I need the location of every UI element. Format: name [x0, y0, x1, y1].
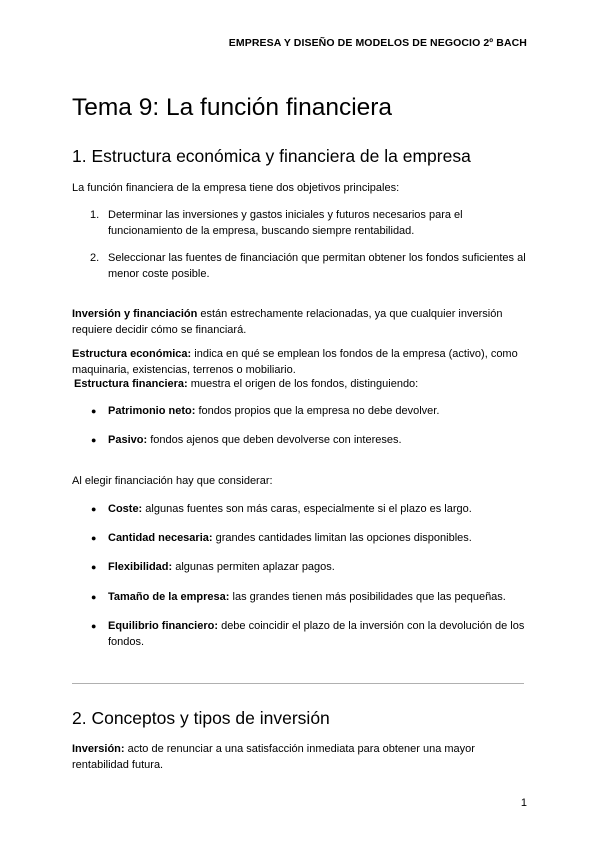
term-bold: Inversión y financiación: [72, 308, 198, 320]
list-item-text: [108, 403, 528, 419]
item-description: fondos propios que la empresa no debe devolver.: [195, 405, 440, 417]
inversion-financiacion-paragraph: [72, 306, 532, 338]
list-number: 2.: [90, 252, 100, 264]
section-1-intro: La función financiera de la empresa tiene dos objetivos principales:: [72, 182, 400, 194]
bullet-icon: ●: [91, 406, 97, 416]
bullet-icon: ●: [91, 533, 97, 543]
term-bold: Estructura financiera:: [74, 378, 188, 390]
item-description: fondos ajenos que deben devolverse con intereses.: [147, 434, 402, 446]
section-divider: [72, 683, 524, 684]
item-description: las grandes tienen más posibilidades que las pequeñas.: [229, 591, 506, 603]
running-header: EMPRESA Y DISEÑO DE MODELOS DE NEGOCIO 2º BACH: [228, 37, 527, 49]
term-bold: Patrimonio neto:: [108, 405, 196, 417]
paragraph-text: indica en qué se emplean los fondos de la empresa (activo), como maquinaria, existencias, terrenos o mobiliario.: [72, 348, 518, 376]
term-bold: Tamaño de la empresa:: [108, 591, 230, 603]
list-item-text: [108, 530, 528, 546]
term-bold: Inversión:: [72, 743, 125, 755]
page-number: 1: [520, 797, 527, 809]
list-item-text: Determinar las inversiones y gastos iniciales y futuros necesarios para el funcionamiento de la empresa, buscando siempre rentabilidad.: [108, 209, 463, 237]
bullet-icon: ●: [91, 562, 97, 572]
paragraph-text: muestra el origen de los fondos, distinguiendo:: [187, 378, 419, 390]
list-item-text: [108, 501, 528, 517]
estructura-financiera-paragraph: [74, 376, 534, 392]
term-bold: Estructura económica:: [72, 348, 192, 360]
item-description: debe coincidir el plazo de la inversión con la devolución de los fondos.: [108, 620, 525, 648]
item-description: grandes cantidades limitan las opciones disponibles.: [212, 532, 472, 544]
bullet-icon: ●: [91, 435, 97, 445]
item-description: algunas fuentes son más caras, especialmente si el plazo es largo.: [142, 503, 472, 515]
list-item-text: [108, 589, 528, 605]
list-item-text: Seleccionar las fuentes de financiación que permitan obtener los fondos suficientes al menor coste posible.: [108, 252, 526, 280]
term-bold: Pasivo:: [108, 434, 148, 446]
list-item-text: [108, 559, 528, 575]
estructura-economica-paragraph: [72, 346, 532, 378]
list-number: 1.: [90, 209, 100, 221]
paragraph-text: acto de renunciar a una satisfacción inmediata para obtener una mayor rentabilidad futura.: [72, 743, 475, 771]
item-description: algunas permiten aplazar pagos.: [172, 561, 335, 573]
list-item-text: [108, 618, 528, 650]
term-bold: Cantidad necesaria:: [108, 532, 213, 544]
section-1-heading: 1. Estructura económica y financiera de la empresa: [72, 146, 471, 166]
consider-intro: Al elegir financiación hay que considerar:: [72, 475, 273, 487]
paragraph-text: están estrechamente relacionadas, ya que cualquier inversión requiere decidir cómo se financiará.: [72, 308, 503, 336]
bullet-icon: ●: [91, 592, 97, 602]
bullet-icon: ●: [91, 621, 97, 631]
inversion-definition-paragraph: [72, 741, 532, 773]
term-bold: Equilibrio financiero:: [108, 620, 219, 632]
section-2-heading: 2. Conceptos y tipos de inversión: [72, 708, 330, 728]
page-title: Tema 9: La función financiera: [72, 94, 393, 121]
term-bold: Flexibilidad:: [108, 561, 173, 573]
bullet-icon: ●: [91, 504, 97, 514]
list-item-text: [108, 432, 528, 448]
term-bold: Coste:: [108, 503, 143, 515]
